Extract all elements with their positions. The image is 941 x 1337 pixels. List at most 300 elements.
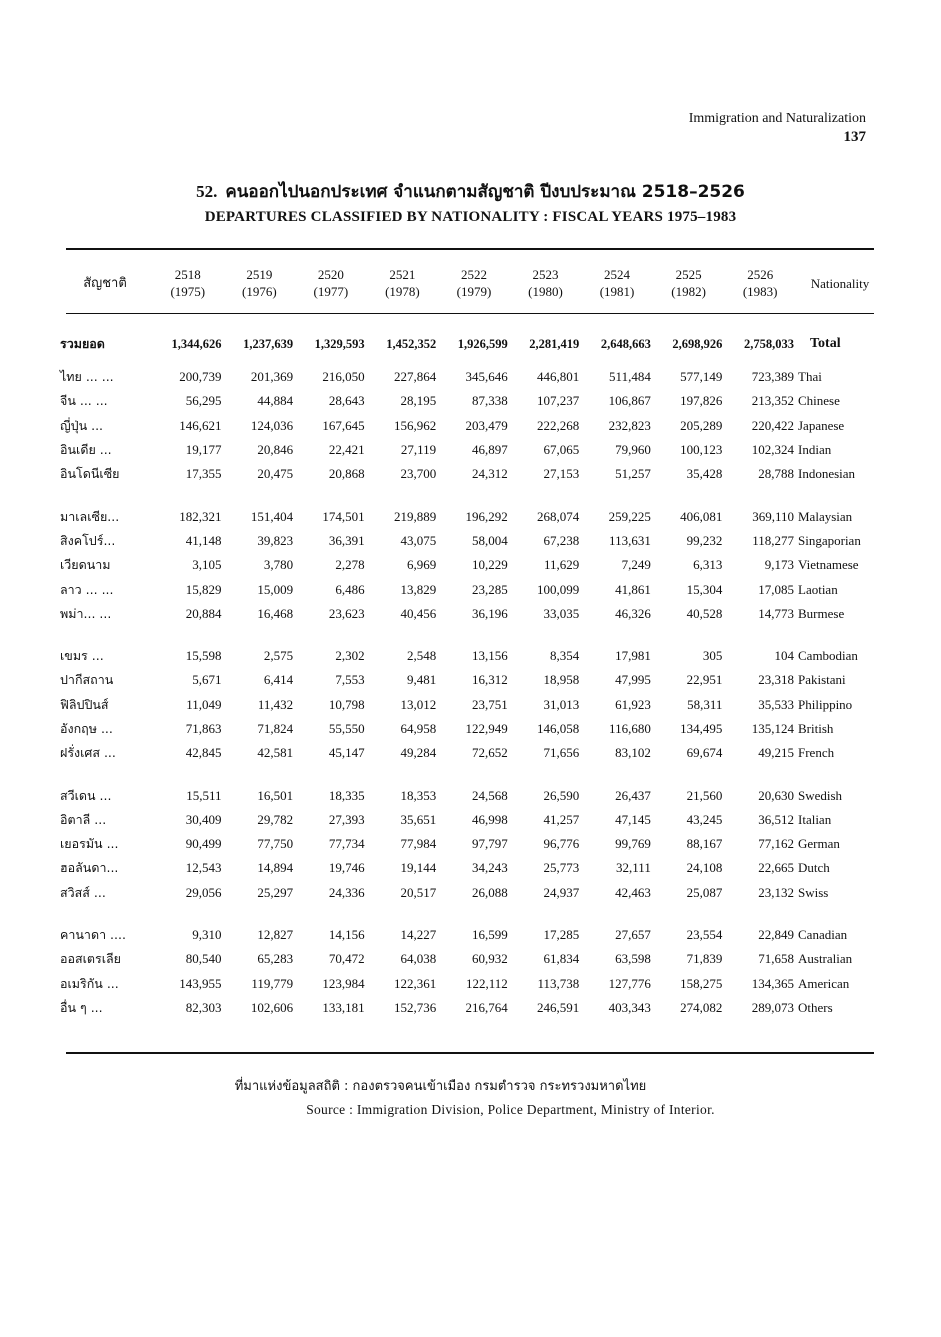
value-cell: 28,195: [400, 393, 437, 409]
value-cell: 20,868: [328, 466, 365, 482]
row-label-thai: อื่น ๆ ...: [60, 999, 103, 1015]
spacer-row: [58, 626, 884, 644]
value-cell: 56,295: [185, 393, 222, 409]
value-cell: 15,511: [186, 787, 222, 803]
value-cell: 21,560: [686, 787, 723, 803]
value-cell: 369,110: [752, 508, 794, 524]
value-cell: 16,599: [471, 927, 508, 943]
header-year: [224, 253, 296, 313]
year-common-era: (1976): [241, 284, 277, 299]
value-cell: 146,621: [179, 417, 222, 433]
value-cell: 42,581: [257, 745, 294, 761]
value-cell: 200,739: [179, 369, 222, 385]
value-cell: 71,656: [543, 745, 580, 761]
header-nationality-english: Nationality: [810, 275, 870, 291]
row-label-english: Dutch: [798, 860, 830, 876]
value-cell: 14,227: [400, 927, 437, 943]
value-cell: 11,432: [257, 696, 294, 712]
year-buddhist-era: 2526: [747, 267, 774, 282]
value-cell: 23,623: [328, 605, 365, 621]
value-cell: 107,237: [537, 393, 580, 409]
value-cell: 46,897: [471, 442, 508, 458]
value-cell: 1,926,599: [457, 336, 508, 351]
table-row: [58, 693, 884, 717]
value-cell: 100,123: [680, 442, 723, 458]
value-cell: 227,864: [393, 369, 437, 385]
value-cell: 26,088: [471, 884, 508, 900]
spacer-cell: [58, 313, 884, 323]
value-cell: 20,517: [400, 884, 437, 900]
value-cell: 152,736: [393, 999, 437, 1015]
value-cell: 118,277: [752, 532, 794, 548]
value-cell: 70,472: [328, 951, 365, 967]
value-cell: 46,998: [471, 811, 508, 827]
value-cell: 274,082: [680, 999, 723, 1015]
value-cell: 116,680: [609, 721, 651, 736]
title-thai: คนออกไปนอกประเทศ จำแนกตามสัญชาติ ปีงบประมาณ 2518–2526: [225, 182, 745, 202]
value-cell: 43,075: [400, 532, 437, 548]
row-label-english: Singaporian: [798, 532, 861, 548]
value-cell: 28,788: [758, 466, 794, 482]
value-cell: 13,829: [400, 581, 437, 597]
value-cell: 51,257: [615, 466, 651, 482]
value-cell: 15,598: [185, 648, 222, 664]
spacer-row: [58, 905, 884, 923]
table-row: [58, 923, 884, 947]
value-cell: 16,501: [257, 787, 294, 803]
table-row: [58, 717, 884, 741]
value-cell: 143,955: [179, 975, 222, 991]
value-cell: 23,554: [686, 927, 723, 943]
value-cell: 41,257: [543, 811, 580, 827]
value-cell: 446,801: [537, 369, 580, 385]
table-title: [0, 178, 941, 226]
value-cell: 71,863: [185, 721, 222, 736]
source-english: Source : Immigration Division, Police Department, Ministry of Interior.: [306, 1102, 715, 1117]
value-cell: 102,606: [250, 999, 294, 1015]
value-cell: 43,245: [686, 811, 723, 827]
row-label-thai: อังกฤษ ...: [60, 721, 113, 736]
value-cell: 15,009: [257, 581, 294, 597]
value-cell: 87,338: [471, 393, 508, 409]
source-thai: ที่มาแห่งข้อมูลสถิติ : กองตรวจคนเข้าเมือง กรมตำรวจ กระทรวงมหาดไทย: [234, 1079, 647, 1094]
value-cell: 577,149: [680, 369, 723, 385]
value-cell: 403,343: [608, 999, 651, 1015]
value-cell: 23,285: [471, 581, 508, 597]
value-cell: 723,389: [751, 369, 794, 385]
value-cell: 216,764: [465, 999, 508, 1015]
value-cell: 71,658: [758, 951, 794, 967]
value-cell: 345,646: [465, 369, 508, 385]
header-row: [58, 253, 884, 313]
value-cell: 17,981: [615, 648, 651, 664]
table-row: [58, 808, 884, 832]
row-label-thai: จีน ... ...: [60, 393, 108, 409]
value-cell: 63,598: [615, 951, 651, 967]
value-cell: 34,243: [471, 860, 508, 876]
row-label-thai: อินเดีย ...: [60, 442, 112, 458]
table-row: [58, 947, 884, 971]
row-label-english: Thai: [798, 369, 822, 385]
year-common-era: (1980): [528, 284, 563, 299]
row-label-thai: ปากีสถาน: [60, 672, 114, 688]
value-cell: 5,671: [192, 672, 222, 688]
value-cell: 14,156: [328, 927, 365, 943]
value-cell: 77,984: [400, 836, 437, 852]
value-cell: 25,773: [543, 860, 580, 876]
value-cell: 24,937: [543, 884, 580, 900]
spacer-cell: [58, 905, 884, 923]
row-label-english: Cambodian: [798, 648, 858, 664]
value-cell: 6,486: [335, 581, 365, 597]
value-cell: 10,229: [471, 557, 508, 573]
value-cell: 20,884: [185, 605, 222, 621]
value-cell: 35,428: [686, 466, 723, 482]
value-cell: 96,776: [543, 836, 580, 852]
spacer-row: [58, 765, 884, 783]
year-buddhist-era: 2523: [532, 267, 559, 282]
value-cell: 35,533: [758, 696, 794, 712]
value-cell: 49,284: [400, 745, 437, 761]
year-common-era: (1983): [742, 284, 778, 299]
table-row: [58, 783, 884, 807]
row-label-english: Laotian: [798, 581, 838, 597]
value-cell: 17,085: [758, 581, 794, 597]
row-label-english: Others: [798, 999, 833, 1015]
value-cell: 44,884: [257, 393, 294, 409]
row-label-thai: เวียดนาม: [60, 557, 111, 573]
table-row: [58, 365, 884, 389]
value-cell: 40,528: [686, 605, 723, 621]
value-cell: 133,181: [322, 999, 365, 1015]
value-cell: 71,839: [686, 951, 723, 967]
value-cell: 220,422: [751, 417, 794, 433]
value-cell: 196,292: [465, 508, 508, 524]
row-label-thai: เยอรมัน ...: [60, 836, 119, 852]
value-cell: 24,336: [328, 884, 365, 900]
row-label-thai: สวีเดน ...: [60, 787, 112, 803]
row-label-english: Total: [810, 336, 841, 351]
value-cell: 24,568: [471, 787, 508, 803]
value-cell: 2,648,663: [600, 336, 651, 351]
row-label-english: Malaysian: [798, 508, 853, 524]
row-label-english: Chinese: [798, 393, 840, 409]
value-cell: 24,312: [471, 466, 508, 482]
row-label-thai: สิงคโปร์...: [60, 532, 116, 548]
value-cell: 151,404: [250, 508, 294, 524]
value-cell: 122,112: [465, 975, 508, 991]
value-cell: 259,225: [608, 508, 651, 524]
source-note: [0, 1075, 941, 1118]
value-cell: 17,285: [543, 927, 580, 943]
value-cell: 18,353: [400, 787, 437, 803]
row-label-english: Canadian: [798, 927, 848, 943]
year-buddhist-era: 2524: [604, 267, 631, 282]
value-cell: 28,643: [328, 393, 365, 409]
value-cell: 158,275: [680, 975, 723, 991]
row-label-thai: อิตาลี ...: [60, 811, 107, 827]
value-cell: 205,289: [680, 417, 723, 433]
row-label-thai: ออสเตรเลีย: [60, 951, 122, 967]
value-cell: 47,995: [615, 672, 651, 688]
value-cell: 135,124: [751, 721, 794, 736]
row-label-thai: ฮอลันดา...: [60, 860, 119, 876]
row-label-english: Vietnamese: [798, 557, 859, 573]
value-cell: 113,631: [609, 532, 651, 548]
table-number: 52.: [196, 182, 218, 201]
value-cell: 25,297: [257, 884, 294, 900]
value-cell: 49,215: [758, 745, 794, 761]
value-cell: 104: [774, 648, 794, 664]
top-rule: [66, 248, 874, 250]
row-label-thai: พม่า... ...: [60, 605, 112, 621]
table-row: [58, 741, 884, 765]
value-cell: 29,056: [185, 884, 222, 900]
row-label-english: Italian: [798, 811, 832, 827]
value-cell: 406,081: [680, 508, 723, 524]
value-cell: 222,268: [537, 417, 580, 433]
value-cell: 19,144: [400, 860, 437, 876]
bottom-rule: [66, 1052, 874, 1054]
value-cell: 60,932: [471, 951, 508, 967]
value-cell: 80,540: [185, 951, 222, 967]
row-label-english: Burmese: [798, 605, 845, 621]
value-cell: 9,173: [764, 557, 794, 573]
value-cell: 102,324: [751, 442, 794, 458]
table-row: [58, 972, 884, 996]
value-cell: 9,481: [406, 672, 437, 688]
value-cell: 6,414: [263, 672, 294, 688]
value-cell: 12,543: [185, 860, 222, 876]
row-label-thai: สวิสส์ ...: [60, 884, 106, 900]
value-cell: 26,590: [543, 787, 580, 803]
value-cell: 27,119: [400, 442, 437, 458]
value-cell: 88,167: [686, 836, 723, 852]
row-label-english: Indian: [798, 442, 832, 458]
value-cell: 41,148: [185, 532, 222, 548]
value-cell: 197,826: [680, 393, 723, 409]
value-cell: 106,867: [608, 393, 651, 409]
total-row: [58, 323, 884, 365]
value-cell: 40,456: [400, 605, 437, 621]
value-cell: 213,352: [751, 393, 794, 409]
value-cell: 9,310: [192, 927, 222, 943]
row-label-english: Swedish: [798, 787, 843, 803]
row-label-english: Pakistani: [798, 672, 846, 688]
value-cell: 55,550: [328, 721, 365, 736]
year-buddhist-era: 2518: [174, 267, 201, 282]
year-common-era: (1982): [671, 284, 706, 299]
value-cell: 33,035: [543, 605, 580, 621]
row-label-english: British: [798, 721, 834, 736]
value-cell: 20,475: [257, 466, 294, 482]
value-cell: 123,984: [322, 975, 365, 991]
value-cell: 6,313: [693, 557, 723, 573]
table-row: [58, 414, 884, 438]
value-cell: 27,657: [615, 927, 651, 943]
value-cell: 2,575: [263, 648, 294, 664]
value-cell: 10,798: [328, 696, 365, 712]
value-cell: 58,004: [471, 532, 508, 548]
value-cell: 167,645: [322, 417, 365, 433]
value-cell: 2,278: [335, 557, 365, 573]
value-cell: 20,630: [758, 787, 794, 803]
table-row: [58, 856, 884, 880]
header-year: [367, 253, 439, 313]
year-common-era: (1978): [385, 284, 420, 299]
value-cell: 100,099: [537, 581, 580, 597]
value-cell: 67,238: [543, 532, 580, 548]
value-cell: 47,145: [615, 811, 651, 827]
value-cell: 27,393: [328, 811, 365, 827]
table-row: [58, 504, 884, 528]
table-row: [58, 553, 884, 577]
value-cell: 22,665: [758, 860, 794, 876]
value-cell: 1,452,352: [386, 336, 437, 351]
value-cell: 6,969: [406, 557, 437, 573]
year-common-era: (1977): [313, 284, 349, 299]
value-cell: 17,355: [185, 466, 222, 482]
table-row: [58, 996, 884, 1020]
row-label-thai: มาเลเซีย...: [60, 508, 120, 524]
value-cell: 39,823: [257, 532, 294, 548]
value-cell: 18,958: [543, 672, 580, 688]
value-cell: 201,369: [250, 369, 294, 385]
value-cell: 77,162: [758, 836, 794, 852]
row-label-english: German: [798, 836, 840, 852]
row-label-thai: เขมร ...: [60, 648, 104, 664]
value-cell: 26,437: [615, 787, 651, 803]
value-cell: 182,321: [179, 508, 222, 524]
row-label-thai: อินโดนีเซีย: [60, 466, 120, 482]
value-cell: 134,495: [680, 721, 723, 736]
value-cell: 174,501: [322, 508, 365, 524]
section-title: Immigration and Naturalization: [688, 111, 866, 126]
table-row: [58, 438, 884, 462]
table-row: [58, 602, 884, 626]
value-cell: 77,734: [328, 836, 365, 852]
value-cell: 289,073: [751, 999, 794, 1015]
value-cell: 2,758,033: [744, 336, 794, 351]
value-cell: 1,329,593: [314, 336, 365, 351]
row-label-thai: ฟิลิปปินส์: [60, 696, 109, 712]
value-cell: 3,105: [192, 557, 222, 573]
value-cell: 30,409: [185, 811, 222, 827]
row-label-english: Swiss: [798, 884, 829, 900]
value-cell: 31,013: [543, 696, 580, 712]
year-buddhist-era: 2521: [389, 267, 416, 282]
value-cell: 3,780: [263, 557, 294, 573]
value-cell: 27,153: [543, 466, 580, 482]
header-year: [724, 253, 796, 313]
value-cell: 203,479: [465, 417, 508, 433]
row-label-thai: ญี่ปุ่น ...: [60, 417, 104, 433]
row-label-thai: รวมยอด: [60, 336, 105, 351]
year-common-era: (1975): [170, 284, 206, 299]
value-cell: 7,249: [621, 557, 651, 573]
value-cell: 61,834: [543, 951, 580, 967]
value-cell: 42,463: [615, 884, 651, 900]
year-buddhist-era: 2520: [317, 267, 344, 282]
value-cell: 12,827: [257, 927, 294, 943]
value-cell: 511,484: [609, 369, 651, 385]
value-cell: 11,049: [186, 696, 222, 712]
running-head: [689, 110, 866, 146]
table-body: [58, 313, 884, 1020]
value-cell: 23,132: [758, 884, 794, 900]
value-cell: 219,889: [393, 508, 437, 524]
table-row: [58, 529, 884, 553]
row-label-thai: ลาว ... ...: [60, 581, 114, 597]
value-cell: 134,365: [751, 975, 794, 991]
table-row: [58, 668, 884, 692]
value-cell: 69,674: [686, 745, 723, 761]
value-cell: 216,050: [322, 369, 365, 385]
page-number: 137: [843, 129, 866, 145]
table-row: [58, 832, 884, 856]
value-cell: 122,949: [465, 721, 508, 736]
row-label-english: Japanese: [798, 417, 845, 433]
value-cell: 2,281,419: [529, 336, 580, 351]
value-cell: 23,318: [758, 672, 794, 688]
year-buddhist-era: 2519: [246, 267, 273, 282]
table-row: [58, 462, 884, 486]
value-cell: 24,108: [686, 860, 723, 876]
value-cell: 13,156: [471, 648, 508, 664]
value-cell: 2,302: [335, 648, 365, 664]
table-row: [58, 881, 884, 905]
value-cell: 232,823: [608, 417, 651, 433]
value-cell: 22,421: [328, 442, 365, 458]
value-cell: 61,923: [615, 696, 651, 712]
spacer-row: [58, 486, 884, 504]
value-cell: 268,074: [537, 508, 580, 524]
value-cell: 8,354: [550, 648, 580, 664]
value-cell: 67,065: [543, 442, 580, 458]
header-year: [295, 253, 367, 313]
value-cell: 29,782: [257, 811, 294, 827]
value-cell: 42,845: [185, 745, 222, 761]
value-cell: 32,111: [616, 860, 651, 876]
value-cell: 119,779: [251, 975, 294, 991]
value-cell: 25,087: [686, 884, 723, 900]
value-cell: 99,769: [615, 836, 651, 852]
header-year: [510, 253, 582, 313]
value-cell: 14,773: [758, 605, 794, 621]
value-cell: 1,237,639: [243, 336, 294, 351]
value-cell: 46,326: [615, 605, 651, 621]
spacer-cell: [58, 486, 884, 504]
row-label-thai: อเมริกัน ...: [60, 975, 119, 991]
row-label-thai: ไทย ... ...: [60, 369, 114, 385]
value-cell: 64,038: [400, 951, 437, 967]
value-cell: 72,652: [471, 745, 508, 761]
value-cell: 14,894: [257, 860, 294, 876]
value-cell: 83,102: [615, 745, 651, 761]
value-cell: 36,391: [328, 532, 365, 548]
value-cell: 97,797: [471, 836, 508, 852]
row-label-thai: คานาดา ....: [60, 927, 126, 943]
year-buddhist-era: 2522: [460, 267, 487, 282]
value-cell: 7,553: [335, 672, 365, 688]
table-row: [58, 577, 884, 601]
value-cell: 305: [702, 648, 723, 664]
value-cell: 2,698,926: [672, 336, 723, 351]
value-cell: 15,304: [686, 581, 723, 597]
header-nationality-thai: สัญชาติ: [83, 275, 127, 291]
value-cell: 2,548: [406, 648, 437, 664]
row-label-english: Indonesian: [798, 466, 856, 482]
